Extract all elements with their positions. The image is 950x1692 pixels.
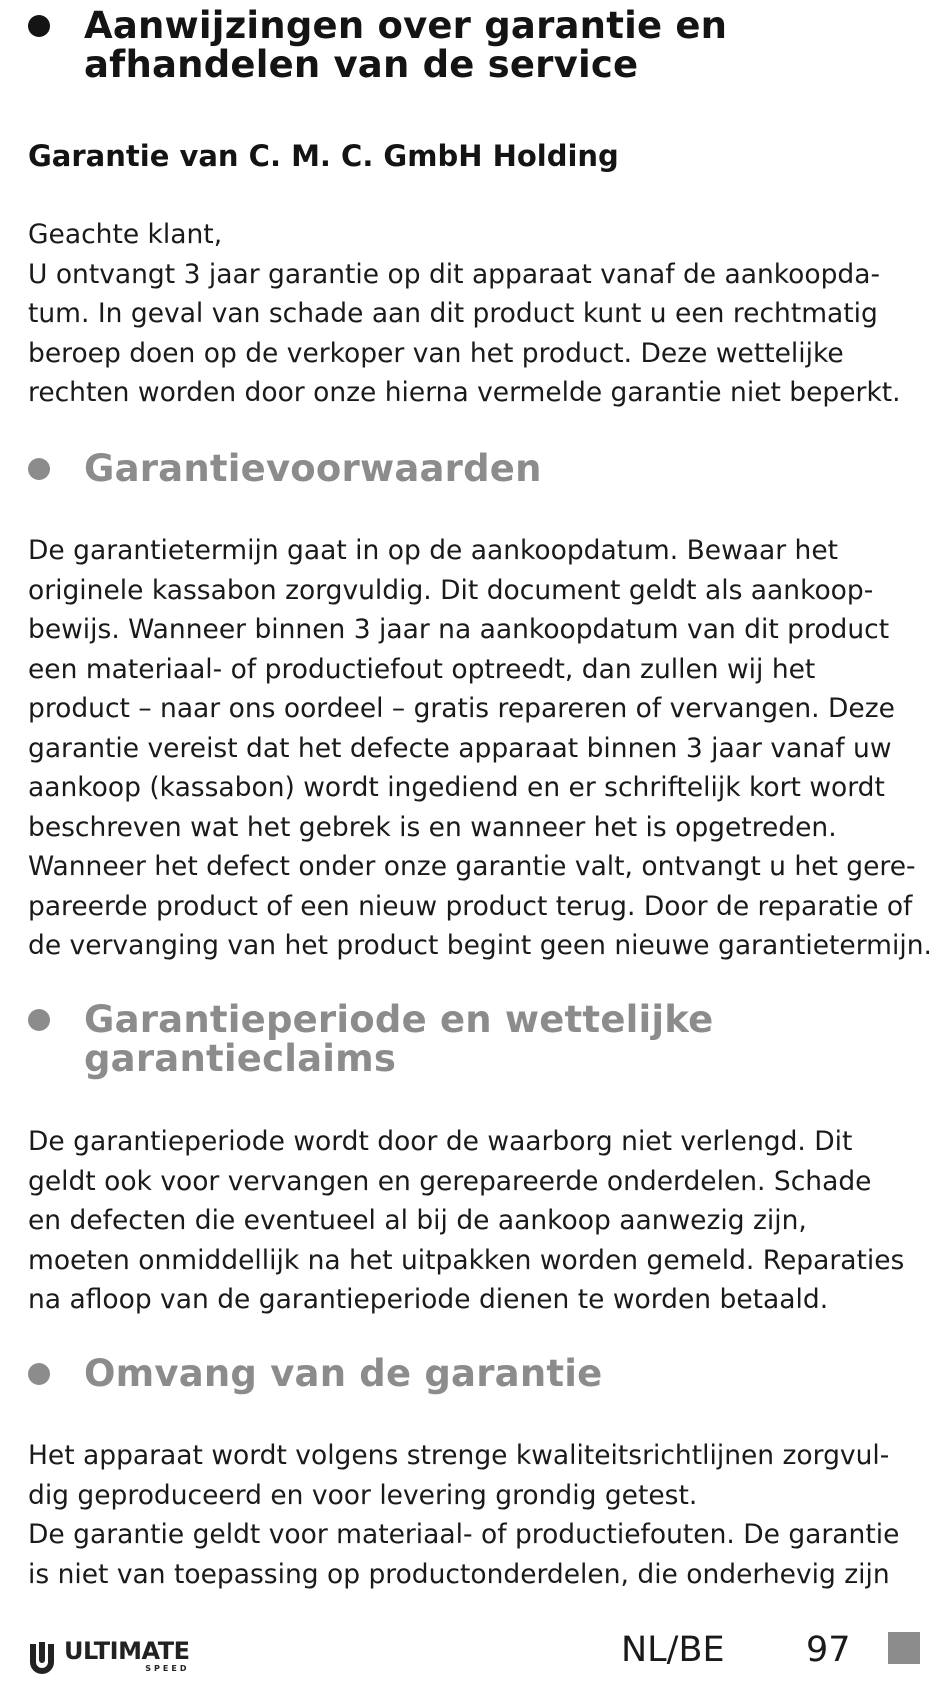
bullet-icon [28,1009,50,1031]
text-line: De garantietermijn gaat in op de aankoopdatum. Bewaar het [28,535,839,566]
brand-subtitle: SPEED [145,1664,190,1673]
text-line: De garantie geldt voor materiaal- of productiefouten. De garantie [28,1519,900,1550]
heading-line: Garantieperiode en wettelijke [84,998,714,1041]
heading-text [84,1000,713,1078]
conditions-paragraph [28,531,932,966]
heading-line: garantieclaims [84,1037,397,1080]
text-line: U ontvangt 3 jaar garantie op dit apparaat vanaf de aankoopda- [28,258,881,290]
text-line: geldt ook voor vervangen en gerepareerde onderdelen. Schade [28,1165,872,1197]
scope-heading [28,1354,928,1393]
page-marker-square [888,1632,920,1664]
text-line: beschreven wat het gebrek is en wanneer het is opgetreden. [28,811,837,843]
text-line: rechten worden door onze hierna vermelde garantie niet beperkt. [28,377,901,408]
bullet-icon [28,15,50,37]
text-line: aankoop (kassabon) wordt ingediend en er schriftelijk kort wordt [28,772,885,803]
text-line: bewijs. Wanneer binnen 3 jaar na aankoopdatum van dit product [28,614,890,645]
heading-text: Garantievoorwaarden [84,447,542,490]
heading-text: Omvang van de garantie [84,1352,603,1395]
text-line: en defecten die eventueel al bij de aankoop aanwezig zijn, [28,1205,807,1236]
heading-line: afhandelen van de service [84,43,639,86]
warranty-service-heading [28,6,928,84]
scope-paragraph [28,1436,928,1594]
period-heading [28,1000,928,1078]
text-line: originele kassabon zorgvuldig. Dit document geldt als aankoop- [28,574,874,606]
conditions-heading [28,449,928,488]
brand-logo [26,1638,189,1676]
text-line: garantie vereist dat het defecte apparaat binnen 3 jaar vanaf uw [28,732,892,764]
text-line: is niet van toepassing op productonderdelen, die onderhevig zijn [28,1558,890,1590]
text-line: een materiaal- of productiefout optreedt, dan zullen wij het [28,653,816,685]
text-line: product – naar ons oordeel – gratis repareren of vervangen. Deze [28,693,895,724]
brand-mark-icon [26,1638,58,1676]
period-paragraph [28,1122,928,1320]
page-number: 97 [806,1630,851,1670]
text-line: de vervanging van het product begint geen nieuwe garantietermijn. [28,930,932,961]
heading-text [84,6,727,84]
text-line: Het apparaat wordt volgens strenge kwaliteitsrichtlijnen zorgvul- [28,1440,890,1471]
language-code: NL/BE [621,1630,725,1670]
bullet-icon [28,1363,50,1385]
text-line: Geachte klant, [28,219,223,250]
brand-wordmark [64,1638,189,1673]
text-line: De garantieperiode wordt door de waarborg niet verlengd. Dit [28,1126,853,1157]
heading-line: Aanwijzingen over garantie en [84,4,728,47]
intro-paragraph [28,215,928,413]
brand-name: ULTIMATE [64,1637,190,1665]
text-line: tum. In geval van schade aan dit product kunt u een rechtmatig [28,298,878,329]
company-heading: Garantie van C. M. C. GmbH Holding [28,139,619,173]
text-line: dig geproduceerd en voor levering grondig getest. [28,1479,698,1511]
text-line: na afloop van de garantieperiode dienen te worden betaald. [28,1284,829,1315]
text-line: moeten onmiddellijk na het uitpakken worden gemeld. Reparaties [28,1244,905,1276]
bullet-icon [28,458,50,480]
text-line: pareerde product of een nieuw product terug. Door de reparatie of [28,890,913,922]
text-line: beroep doen op de verkoper van het product. Deze wettelijke [28,337,844,369]
text-line: Wanneer het defect onder onze garantie valt, ontvangt u het gere- [28,851,916,882]
